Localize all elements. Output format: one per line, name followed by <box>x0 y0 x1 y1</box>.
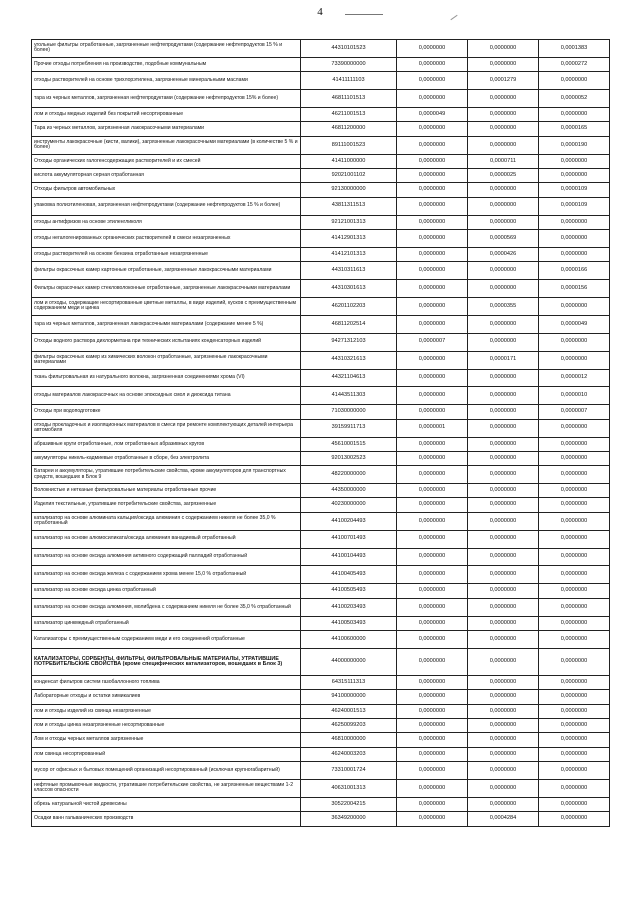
waste-code-cell: 94271312103 <box>301 333 397 351</box>
waste-code-cell: 40631001313 <box>301 779 397 797</box>
table-row <box>32 315 610 333</box>
value-cell-2: 0,0000000 <box>468 779 539 797</box>
value-cell-1: 0,0000049 <box>397 108 468 122</box>
table-row <box>32 548 610 566</box>
value-cell-2: 0,0000000 <box>468 598 539 616</box>
value-cell-3: 0,0000007 <box>539 405 610 419</box>
table-row <box>32 648 610 675</box>
value-cell-2: 0,0000000 <box>468 90 539 108</box>
table-row <box>32 183 610 197</box>
waste-code-cell: 71030000000 <box>301 405 397 419</box>
table-row <box>32 387 610 405</box>
waste-code-cell: 46811101513 <box>301 90 397 108</box>
value-cell-2: 0,0000000 <box>468 387 539 405</box>
waste-name-cell: отходы растворителей на основе трихлорэтилена, загрязненные минеральными маслами <box>32 72 301 90</box>
value-cell-2: 0,0000000 <box>468 40 539 58</box>
waste-code-cell: 44310311613 <box>301 262 397 280</box>
table-row <box>32 530 610 548</box>
value-cell-3: 0,0000000 <box>539 154 610 168</box>
table-row <box>32 598 610 616</box>
table-row <box>32 136 610 154</box>
waste-name-cell: лом свинца несортированный <box>32 747 301 761</box>
value-cell-2: 0,0000000 <box>468 108 539 122</box>
waste-code-cell: 46240001513 <box>301 704 397 718</box>
value-cell-1: 0,0000000 <box>397 90 468 108</box>
value-cell-3: 0,0000000 <box>539 297 610 315</box>
waste-code-cell: 44100503493 <box>301 616 397 630</box>
value-cell-3: 0,0000052 <box>539 90 610 108</box>
value-cell-1: 0,0000000 <box>397 498 468 512</box>
waste-name-cell: Отходы органических галогенсодержащих растворителей и их смесей <box>32 154 301 168</box>
table-row <box>32 247 610 261</box>
value-cell-1: 0,0000000 <box>397 690 468 704</box>
waste-code-cell: 39159911713 <box>301 419 397 437</box>
value-cell-3: 0,0000000 <box>539 719 610 733</box>
table-row <box>32 676 610 690</box>
waste-code-cell: 44000000000 <box>301 648 397 675</box>
table-row <box>32 229 610 247</box>
value-cell-2: 0,0000000 <box>468 451 539 465</box>
waste-code-cell: 92130000000 <box>301 183 397 197</box>
waste-name-cell: отходы негалогенированных органических растворителей в смеси незагрязненных <box>32 229 301 247</box>
waste-name-cell: катализатор на основе алюмосиликата/оксида алюминия ванадиевый отработанный <box>32 530 301 548</box>
waste-name-cell: Отходы при водоподготовке <box>32 405 301 419</box>
value-cell-2: 0,0000000 <box>468 57 539 71</box>
value-cell-2: 0,0000000 <box>468 616 539 630</box>
value-cell-1: 0,0000000 <box>397 676 468 690</box>
table-row <box>32 616 610 630</box>
value-cell-2: 0,0004284 <box>468 812 539 826</box>
value-cell-3: 0,0000000 <box>539 797 610 811</box>
waste-name-cell: катализатор на основе оксида железа с содержанием хрома менее 15,0 % отработанный <box>32 566 301 584</box>
value-cell-3: 0,0000000 <box>539 747 610 761</box>
value-cell-2: 0,0000000 <box>468 136 539 154</box>
waste-name-cell: катализатор на основе алюмината кальция/оксида алюминия с содержанием никеля не более 35,0 % отработанный <box>32 512 301 530</box>
waste-name-cell: угольные фильтры отработанные, загрязненные нефтепродуктами (содержание нефтепродуктов 15 % и более) <box>32 40 301 58</box>
value-cell-2: 0,0000569 <box>468 229 539 247</box>
value-cell-2: 0,0000000 <box>468 215 539 229</box>
waste-code-cell: 46240003203 <box>301 747 397 761</box>
waste-name-cell: фильтры окрасочных камер картонные отработанные, загрязненные лакокрасочными материалами <box>32 262 301 280</box>
value-cell-3: 0,0000000 <box>539 72 610 90</box>
waste-name-cell: лом и отходы, содержащие несортированные цветные металлы, в виде изделий, кусков с преимущественным содержанием меди и цинка <box>32 297 301 315</box>
table-row <box>32 262 610 280</box>
value-cell-3: 0,0000010 <box>539 387 610 405</box>
value-cell-3: 0,0000272 <box>539 57 610 71</box>
waste-name-cell: мусор от офисных и бытовых помещений организаций несортированный (исключая крупногабаритный) <box>32 762 301 780</box>
waste-code-cell: 92021001102 <box>301 168 397 182</box>
value-cell-3: 0,0000000 <box>539 512 610 530</box>
value-cell-2: 0,0000000 <box>468 630 539 648</box>
waste-name-cell: Прочие отходы потребления на производстве, подобные коммунальным <box>32 57 301 71</box>
waste-name-cell: лом и отходы медных изделий без покрытий несортированные <box>32 108 301 122</box>
table-row <box>32 512 610 530</box>
waste-name-cell: кислота аккумуляторная серная отработанная <box>32 168 301 182</box>
waste-name-cell: Осадки ванн гальванических производств <box>32 812 301 826</box>
value-cell-1: 0,0000000 <box>397 797 468 811</box>
waste-code-cell: 44100204493 <box>301 512 397 530</box>
value-cell-3: 0,0000000 <box>539 676 610 690</box>
table-row <box>32 419 610 437</box>
value-cell-2: 0,0000000 <box>468 648 539 675</box>
value-cell-3: 0,0000000 <box>539 584 610 598</box>
table-row <box>32 57 610 71</box>
table-row <box>32 747 610 761</box>
table-row <box>32 733 610 747</box>
value-cell-2: 0,0000000 <box>468 484 539 498</box>
table-row <box>32 351 610 369</box>
value-cell-3: 0,0000000 <box>539 466 610 484</box>
value-cell-3: 0,0000000 <box>539 333 610 351</box>
value-cell-2: 0,0000000 <box>468 122 539 136</box>
table-row <box>32 762 610 780</box>
value-cell-3: 0,0000000 <box>539 351 610 369</box>
value-cell-2: 0,0000000 <box>468 704 539 718</box>
waste-name-cell: Тара из черных металлов, загрязненная лакокрасочными материалами <box>32 122 301 136</box>
table-row <box>32 90 610 108</box>
value-cell-3: 0,0000000 <box>539 437 610 451</box>
value-cell-2: 0,0000000 <box>468 584 539 598</box>
waste-code-cell: 48220000000 <box>301 466 397 484</box>
waste-name-cell: Батареи и аккумуляторы, утратившие потребительские свойства, кроме аккумуляторов для транспортных средств, вошедших в Блок 9 <box>32 466 301 484</box>
value-cell-1: 0,0000000 <box>397 297 468 315</box>
waste-code-cell: 44100405493 <box>301 566 397 584</box>
value-cell-1: 0,0000000 <box>397 40 468 58</box>
table-row <box>32 197 610 215</box>
value-cell-1: 0,0000000 <box>397 215 468 229</box>
value-cell-2: 0,0000171 <box>468 351 539 369</box>
value-cell-3: 0,0000190 <box>539 136 610 154</box>
waste-code-cell: 92013002523 <box>301 451 397 465</box>
waste-name-cell: лом и отходы цинка незагрязненные несортированные <box>32 719 301 733</box>
waste-code-cell: 45610001515 <box>301 437 397 451</box>
waste-name-cell: катализатор на основе оксида алюминия, молибдена с содержанием никеля не более 35,0 % отработанный <box>32 598 301 616</box>
waste-name-cell: катализатор цинкмедный отработанный <box>32 616 301 630</box>
table-row <box>32 40 610 58</box>
value-cell-3: 0,0000000 <box>539 229 610 247</box>
value-cell-1: 0,0000000 <box>397 229 468 247</box>
value-cell-1: 0,0000000 <box>397 451 468 465</box>
table-row <box>32 779 610 797</box>
value-cell-1: 0,0000000 <box>397 530 468 548</box>
value-cell-1: 0,0000000 <box>397 648 468 675</box>
value-cell-1: 0,0000001 <box>397 419 468 437</box>
waste-code-cell: 44100203493 <box>301 598 397 616</box>
table-row <box>32 484 610 498</box>
waste-name-cell: отходы антифризов на основе этиленгликоля <box>32 215 301 229</box>
value-cell-1: 0,0000007 <box>397 333 468 351</box>
value-cell-2: 0,0000025 <box>468 168 539 182</box>
table-row <box>32 333 610 351</box>
waste-name-cell: Лабораторные отходы и остатки химикалиев <box>32 690 301 704</box>
value-cell-1: 0,0000000 <box>397 598 468 616</box>
waste-name-cell: Отходы фильтров автомобильных <box>32 183 301 197</box>
value-cell-1: 0,0000000 <box>397 779 468 797</box>
waste-code-cell: 44321104613 <box>301 369 397 387</box>
value-cell-3: 0,0000109 <box>539 183 610 197</box>
value-cell-3: 0,0000000 <box>539 762 610 780</box>
value-cell-1: 0,0000000 <box>397 351 468 369</box>
waste-name-cell: фильтры окрасочных камер из химических волокон отработанные, загрязненные лакокрасочными материалами <box>32 351 301 369</box>
waste-code-cell: 46201102203 <box>301 297 397 315</box>
table-row <box>32 451 610 465</box>
value-cell-3: 0,0000166 <box>539 262 610 280</box>
waste-name-cell: Фильтры окрасочных камер стекловолоконные отработанные, загрязненные лакокрасочными материалами <box>32 279 301 297</box>
value-cell-3: 0,0000000 <box>539 419 610 437</box>
value-cell-2: 0,0000000 <box>468 262 539 280</box>
value-cell-2: 0,0000000 <box>468 498 539 512</box>
waste-name-cell: инструменты лакокрасочные (кисти, валики), загрязненные лакокрасочными материалами (в количестве 5 % и более) <box>32 136 301 154</box>
waste-table <box>31 39 610 827</box>
value-cell-3: 0,0000012 <box>539 369 610 387</box>
value-cell-3: 0,0000000 <box>539 215 610 229</box>
table-row <box>32 279 610 297</box>
value-cell-1: 0,0000000 <box>397 704 468 718</box>
value-cell-1: 0,0000000 <box>397 747 468 761</box>
value-cell-3: 0,0000000 <box>539 779 610 797</box>
value-cell-1: 0,0000000 <box>397 733 468 747</box>
value-cell-3: 0,0000000 <box>539 648 610 675</box>
waste-name-cell: тара из черных металлов, загрязненная лакокрасочными материалами (содержание менее 5 %) <box>32 315 301 333</box>
value-cell-2: 0,0000000 <box>468 733 539 747</box>
waste-name-cell: обрезь натуральной чистой древесины <box>32 797 301 811</box>
value-cell-1: 0,0000000 <box>397 405 468 419</box>
value-cell-3: 0,0000000 <box>539 530 610 548</box>
value-cell-1: 0,0000000 <box>397 630 468 648</box>
table-row <box>32 498 610 512</box>
value-cell-2: 0,0000000 <box>468 512 539 530</box>
value-cell-3: 0,0000000 <box>539 690 610 704</box>
value-cell-2: 0,0000000 <box>468 419 539 437</box>
waste-name-cell: отходы материалов лакокрасочных на основе эпоксидных смол и диоксида титана <box>32 387 301 405</box>
waste-code-cell: 44100701493 <box>301 530 397 548</box>
table-row <box>32 369 610 387</box>
value-cell-3: 0,0000000 <box>539 108 610 122</box>
value-cell-1: 0,0000000 <box>397 466 468 484</box>
table-row <box>32 297 610 315</box>
value-cell-1: 0,0000000 <box>397 262 468 280</box>
waste-code-cell: 44310321613 <box>301 351 397 369</box>
waste-code-cell: 94100000000 <box>301 690 397 704</box>
value-cell-2: 0,0000000 <box>468 747 539 761</box>
waste-code-cell: 44310101523 <box>301 40 397 58</box>
waste-code-cell: 44100600000 <box>301 630 397 648</box>
pen-mark <box>345 14 383 15</box>
value-cell-1: 0,0000000 <box>397 57 468 71</box>
value-cell-3: 0,0000165 <box>539 122 610 136</box>
value-cell-2: 0,0000000 <box>468 797 539 811</box>
table-row <box>32 797 610 811</box>
table-row <box>32 215 610 229</box>
waste-code-cell: 30522004215 <box>301 797 397 811</box>
value-cell-3: 0,0000000 <box>539 168 610 182</box>
table-row <box>32 690 610 704</box>
value-cell-1: 0,0000000 <box>397 719 468 733</box>
waste-code-cell: 46211001513 <box>301 108 397 122</box>
value-cell-1: 0,0000000 <box>397 72 468 90</box>
value-cell-2: 0,0000000 <box>468 183 539 197</box>
waste-code-cell: 44100104493 <box>301 548 397 566</box>
waste-code-cell: 73310001724 <box>301 762 397 780</box>
value-cell-1: 0,0000000 <box>397 762 468 780</box>
waste-code-cell: 41412101313 <box>301 247 397 261</box>
value-cell-2: 0,0000000 <box>468 719 539 733</box>
waste-name-cell: конденсат фильтров систем газобаллонного топлива <box>32 676 301 690</box>
waste-code-cell: 41412901313 <box>301 229 397 247</box>
table-row <box>32 72 610 90</box>
value-cell-2: 0,0000000 <box>468 690 539 704</box>
value-cell-1: 0,0000000 <box>397 168 468 182</box>
value-cell-1: 0,0000000 <box>397 616 468 630</box>
waste-name-cell: нефтяные промывочные жидкости, утратившие потребительские свойства, не загрязненные веществами 1-2 классов опасности <box>32 779 301 797</box>
value-cell-1: 0,0000000 <box>397 548 468 566</box>
waste-code-cell: 36349200000 <box>301 812 397 826</box>
value-cell-1: 0,0000000 <box>397 183 468 197</box>
value-cell-3: 0,0000000 <box>539 733 610 747</box>
value-cell-2: 0,0000000 <box>468 676 539 690</box>
value-cell-3: 0,0000109 <box>539 197 610 215</box>
waste-name-cell: отходы растворителей на основе бензина отработанные незагрязненные <box>32 247 301 261</box>
table-row <box>32 437 610 451</box>
waste-name-cell: тара из черных металлов, загрязненная нефтепродуктами (содержание нефтепродуктов 15% и более) <box>32 90 301 108</box>
value-cell-3: 0,0000000 <box>539 451 610 465</box>
value-cell-3: 0,0000000 <box>539 616 610 630</box>
waste-name-cell: Лом и отходы черных металлов загрязненные <box>32 733 301 747</box>
waste-code-cell: 41443511303 <box>301 387 397 405</box>
value-cell-3: 0,0000000 <box>539 812 610 826</box>
value-cell-1: 0,0000000 <box>397 279 468 297</box>
value-cell-2: 0,0000000 <box>468 548 539 566</box>
value-cell-2: 0,0000000 <box>468 315 539 333</box>
value-cell-2: 0,0000000 <box>468 762 539 780</box>
value-cell-3: 0,0000000 <box>539 630 610 648</box>
value-cell-3: 0,0000000 <box>539 498 610 512</box>
waste-name-cell: аккумуляторы никель-кадмиевые отработанные в сборе, без электролита <box>32 451 301 465</box>
value-cell-2: 0,0000000 <box>468 437 539 451</box>
waste-name-cell: катализатор на основе оксида алюминия активного содержащий палладий отработанный <box>32 548 301 566</box>
waste-code-cell: 43811311513 <box>301 197 397 215</box>
table-row <box>32 630 610 648</box>
value-cell-1: 0,0000000 <box>397 584 468 598</box>
value-cell-1: 0,0000000 <box>397 247 468 261</box>
waste-name-cell: катализатор на основе оксида цинка отработанный <box>32 584 301 598</box>
value-cell-1: 0,0000000 <box>397 812 468 826</box>
value-cell-2: 0,0000355 <box>468 297 539 315</box>
page-number: 4 <box>317 6 323 18</box>
table-row <box>32 122 610 136</box>
waste-table-body <box>32 40 610 827</box>
waste-name-cell: КАТАЛИЗАТОРЫ, СОРБЕНТЫ, ФИЛЬТРЫ, ФИЛЬТРОВАЛЬНЫЕ МАТЕРИАЛЫ, УТРАТИВШИЕ ПОТРЕБИТЕЛЬСКИЕ СВОЙСТВА (кроме специфических катализаторов, вошедших в Блок 3) <box>32 648 301 675</box>
waste-name-cell: отходы прокладочных и изоляционных материалов в смеси при ремонте комплектующих деталей интерьера автомобиля <box>32 419 301 437</box>
table-row <box>32 719 610 733</box>
value-cell-2: 0,0000711 <box>468 154 539 168</box>
value-cell-2: 0,0000000 <box>468 566 539 584</box>
waste-code-cell: 41411000000 <box>301 154 397 168</box>
value-cell-2: 0,0000426 <box>468 247 539 261</box>
waste-name-cell: Катализаторы с преимущественным содержанием меди и его соединений отработанные <box>32 630 301 648</box>
value-cell-1: 0,0000000 <box>397 512 468 530</box>
waste-name-cell: лом и отходы изделий из свинца незагрязненные <box>32 704 301 718</box>
value-cell-1: 0,0000000 <box>397 387 468 405</box>
table-row <box>32 168 610 182</box>
value-cell-2: 0,0000000 <box>468 369 539 387</box>
waste-name-cell: упаковка полиэтиленовая, загрязненная нефтепродуктами (содержание нефтепродуктов 15 % и более) <box>32 197 301 215</box>
value-cell-3: 0,0000049 <box>539 315 610 333</box>
waste-code-cell: 46811202514 <box>301 315 397 333</box>
waste-name-cell: Волокнистые и нетканые фильтровальные материалы отработанные прочие <box>32 484 301 498</box>
table-row <box>32 405 610 419</box>
waste-name-cell: ткань фильтровальная из натурального волокна, загрязненная соединениями хрома (VI) <box>32 369 301 387</box>
table-row <box>32 154 610 168</box>
value-cell-1: 0,0000000 <box>397 122 468 136</box>
value-cell-1: 0,0000000 <box>397 437 468 451</box>
value-cell-3: 0,0000000 <box>539 566 610 584</box>
value-cell-3: 0,0000000 <box>539 704 610 718</box>
value-cell-1: 0,0000000 <box>397 315 468 333</box>
table-row <box>32 466 610 484</box>
waste-code-cell: 92121001313 <box>301 215 397 229</box>
value-cell-2: 0,0000000 <box>468 333 539 351</box>
value-cell-2: 0,0000000 <box>468 466 539 484</box>
value-cell-3: 0,0001383 <box>539 40 610 58</box>
value-cell-3: 0,0000000 <box>539 598 610 616</box>
value-cell-1: 0,0000000 <box>397 484 468 498</box>
value-cell-3: 0,0000000 <box>539 484 610 498</box>
value-cell-3: 0,0000000 <box>539 247 610 261</box>
table-row <box>32 566 610 584</box>
value-cell-2: 0,0000000 <box>468 530 539 548</box>
waste-code-cell: 40230000000 <box>301 498 397 512</box>
waste-code-cell: 44310301613 <box>301 279 397 297</box>
value-cell-1: 0,0000000 <box>397 197 468 215</box>
waste-code-cell: 41411111103 <box>301 72 397 90</box>
value-cell-3: 0,0000156 <box>539 279 610 297</box>
value-cell-2: 0,0001279 <box>468 72 539 90</box>
value-cell-1: 0,0000000 <box>397 154 468 168</box>
value-cell-2: 0,0000000 <box>468 279 539 297</box>
waste-name-cell: абразивные круги отработанные, лом отработанных абразивных кругов <box>32 437 301 451</box>
table-row <box>32 812 610 826</box>
table-row <box>32 584 610 598</box>
waste-code-cell: 44100505493 <box>301 584 397 598</box>
table-row <box>32 108 610 122</box>
waste-code-cell: 44350000000 <box>301 484 397 498</box>
waste-name-cell: Изделия текстильные, утратившие потребительские свойства, загрязненные <box>32 498 301 512</box>
waste-code-cell: 46250099203 <box>301 719 397 733</box>
value-cell-1: 0,0000000 <box>397 136 468 154</box>
value-cell-2: 0,0000000 <box>468 197 539 215</box>
waste-code-cell: 64315111313 <box>301 676 397 690</box>
table-row <box>32 704 610 718</box>
value-cell-1: 0,0000000 <box>397 369 468 387</box>
value-cell-1: 0,0000000 <box>397 566 468 584</box>
waste-name-cell: Отходы водного раствора дихлорметана при технических испытаниях конденсаторных изделий <box>32 333 301 351</box>
waste-code-cell: 46811200000 <box>301 122 397 136</box>
value-cell-3: 0,0000000 <box>539 548 610 566</box>
value-cell-2: 0,0000000 <box>468 405 539 419</box>
waste-code-cell: 46810000000 <box>301 733 397 747</box>
waste-code-cell: 89111001523 <box>301 136 397 154</box>
waste-code-cell: 73390000000 <box>301 57 397 71</box>
